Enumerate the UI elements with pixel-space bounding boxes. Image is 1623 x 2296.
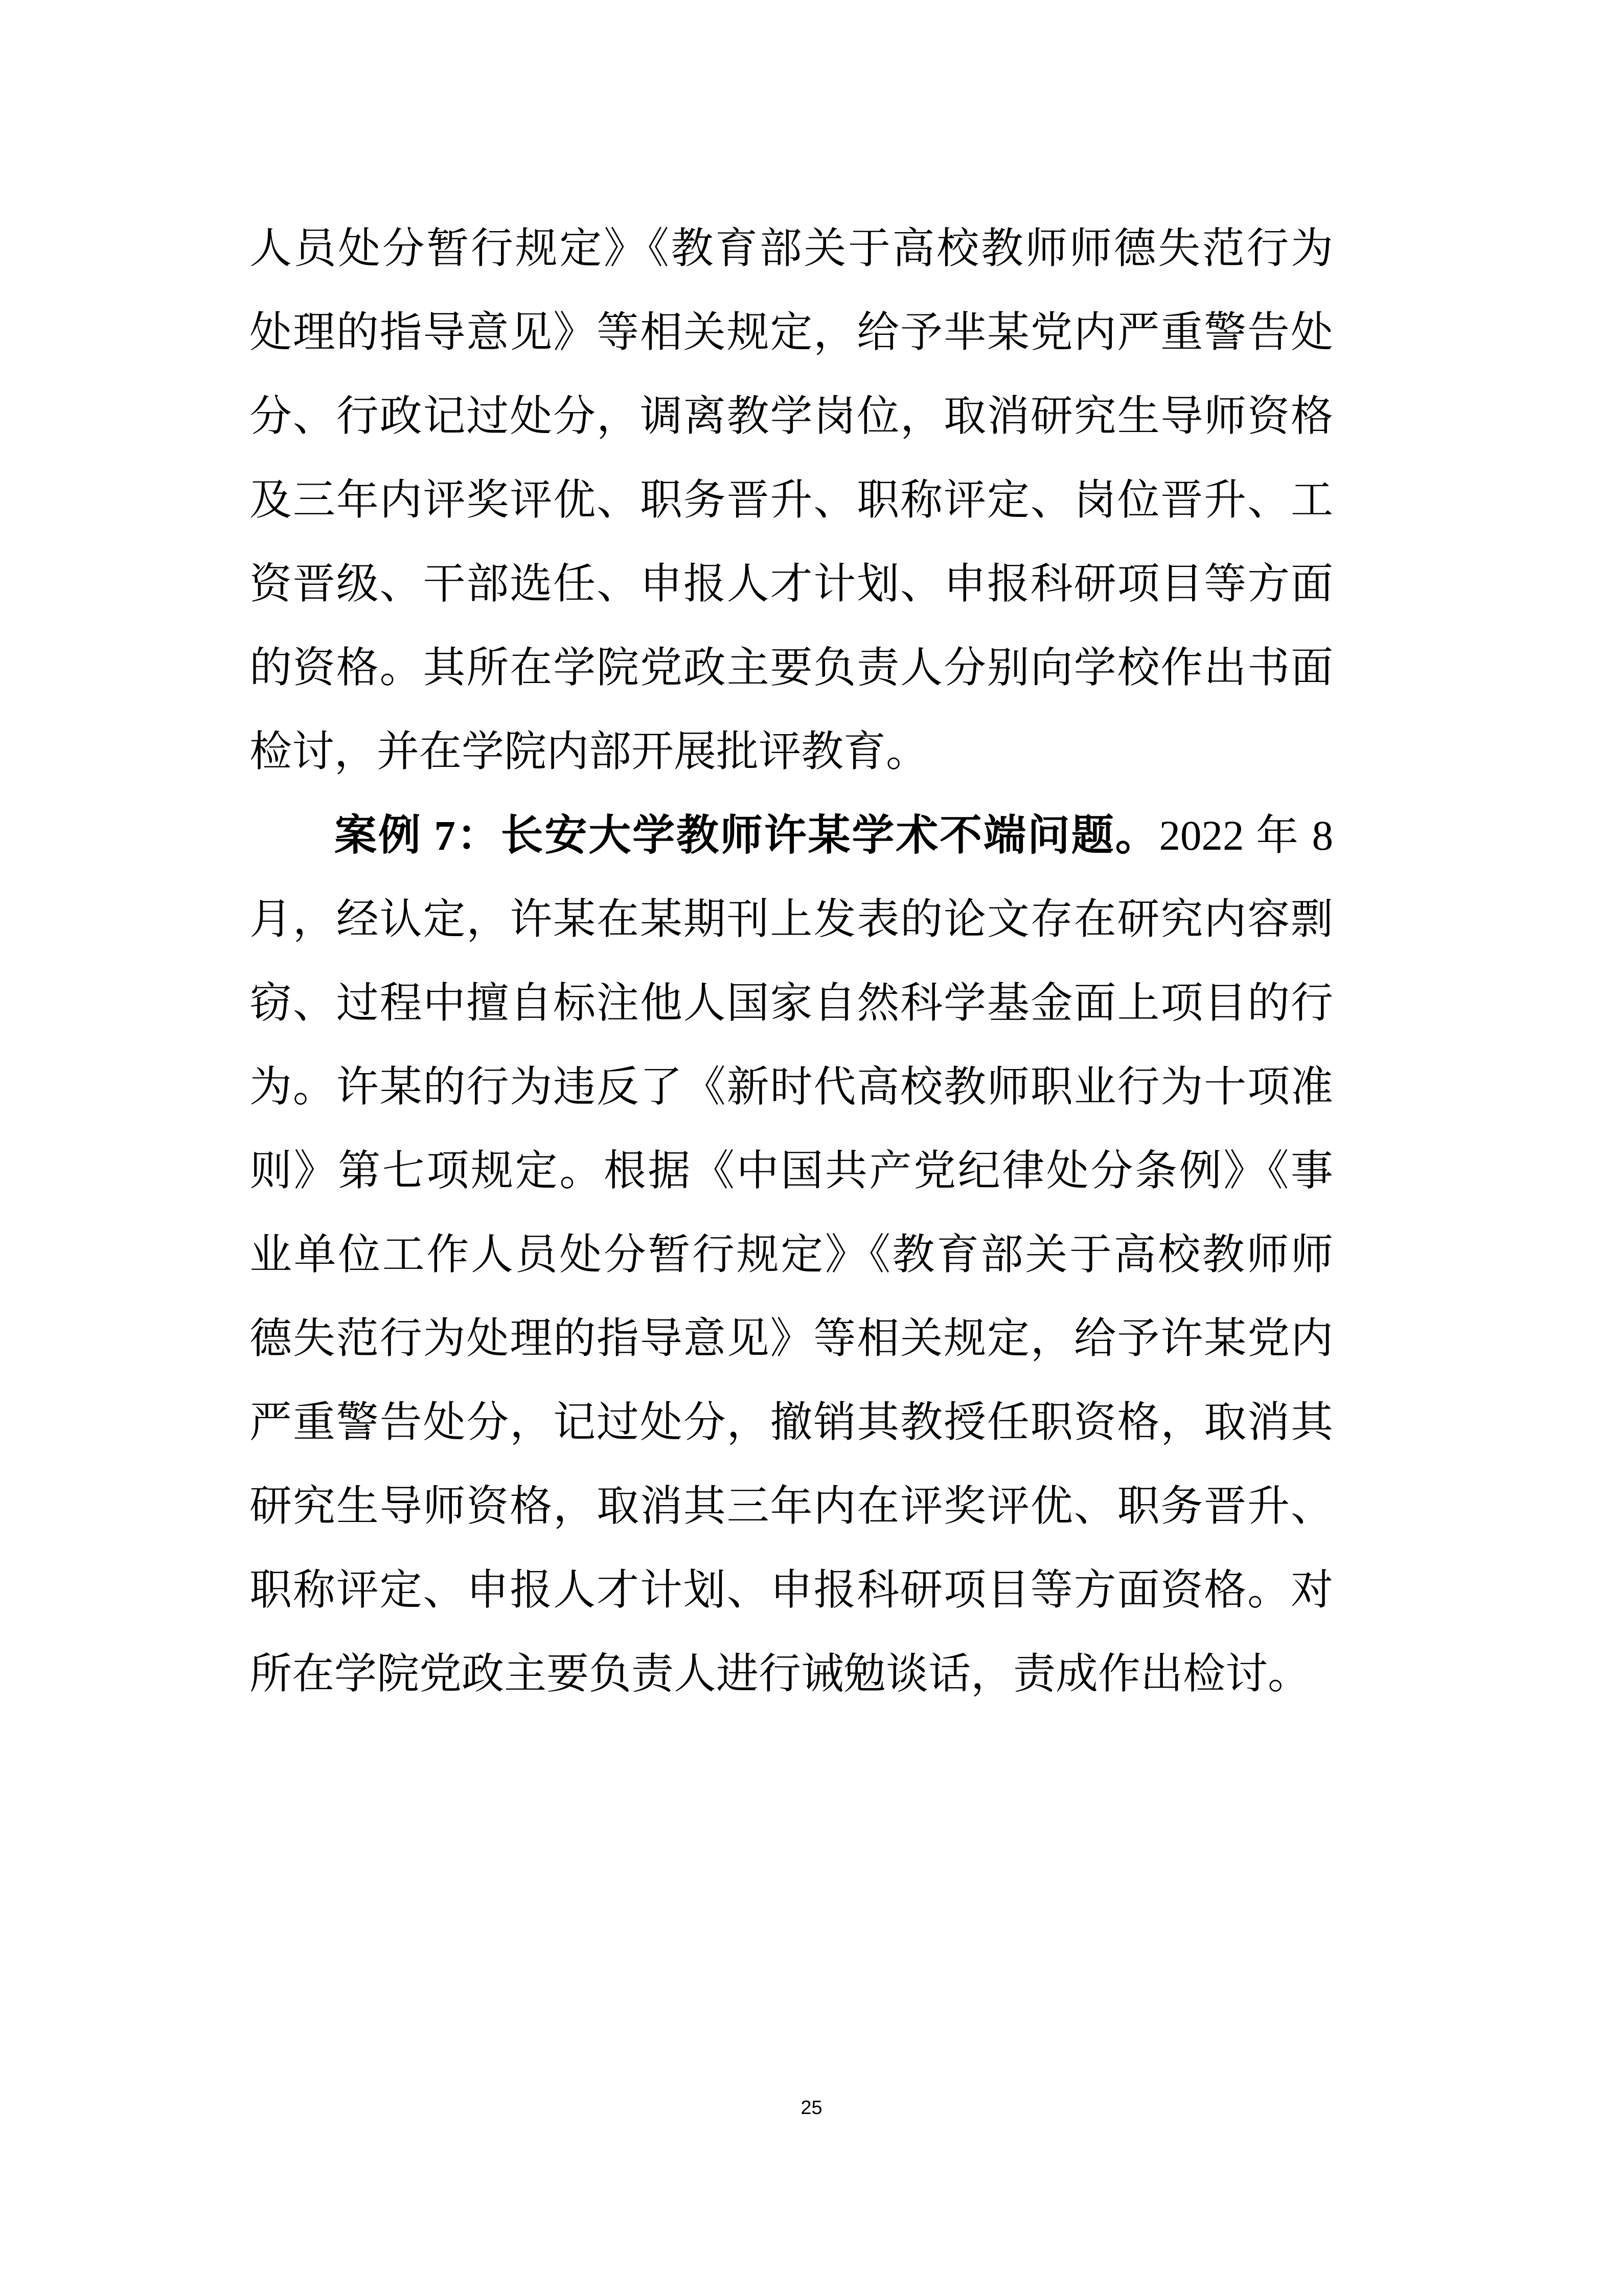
text-line: 月，经认定，许某在某期刊上发表的论文存在研究内容剽 xyxy=(249,896,1333,943)
case-title: 案例 7：长安大学教师许某学术不端问题。 xyxy=(334,812,1159,859)
text-line: 检讨，并在学院内部开展批评教育。 xyxy=(249,728,928,775)
text-line: 职称评定、申报人才计划、申报科研项目等方面资格。对 xyxy=(249,1566,1333,1613)
text-line: 资晋级、干部选任、申报人才计划、申报科研项目等方面 xyxy=(249,560,1333,607)
text-line: 及三年内评奖评优、职务晋升、职称评定、岗位晋升、工 xyxy=(249,476,1333,524)
page-number: 25 xyxy=(801,2097,822,2119)
text-line: 窃、过程中擅自标注他人国家自然科学基金面上项目的行 xyxy=(249,980,1333,1027)
text-line: 分、行政记过处分，调离教学岗位，取消研究生导师资格 xyxy=(249,393,1333,440)
text-line xyxy=(249,793,1333,877)
text-line: 严重警告处分，记过处分，撤销其教授任职资格，取消其 xyxy=(249,1399,1333,1446)
text-line: 的资格。其所在学院党政主要负责人分别向学校作出书面 xyxy=(249,644,1333,691)
text-line: 则》第七项规定。根据《中国共产党纪律处分条例》《事 xyxy=(249,1147,1333,1194)
text-line: 业单位工作人员处分暂行规定》《教育部关于高校教师师 xyxy=(249,1231,1333,1278)
text-line: 为。许某的行为违反了《新时代高校教师职业行为十项准 xyxy=(249,1063,1333,1110)
text-line: 研究生导师资格，取消其三年内在评奖评优、职务晋升、 xyxy=(249,1483,1333,1530)
text-line: 德失范行为处理的指导意见》等相关规定，给予许某党内 xyxy=(249,1315,1333,1362)
body-text xyxy=(249,207,1333,1716)
text-line: 所在学院党政主要负责人进行诫勉谈话，责成作出检讨。 xyxy=(249,1650,1310,1697)
text-line: 人员处分暂行规定》《教育部关于高校教师师德失范行为 xyxy=(249,225,1333,272)
text-line: 处理的指导意见》等相关规定，给予芈某党内严重警告处 xyxy=(249,309,1333,356)
paragraph-2 xyxy=(249,793,1333,1716)
case-title-date: 2022 年 8 xyxy=(1159,812,1334,859)
paragraph-1 xyxy=(249,207,1333,793)
